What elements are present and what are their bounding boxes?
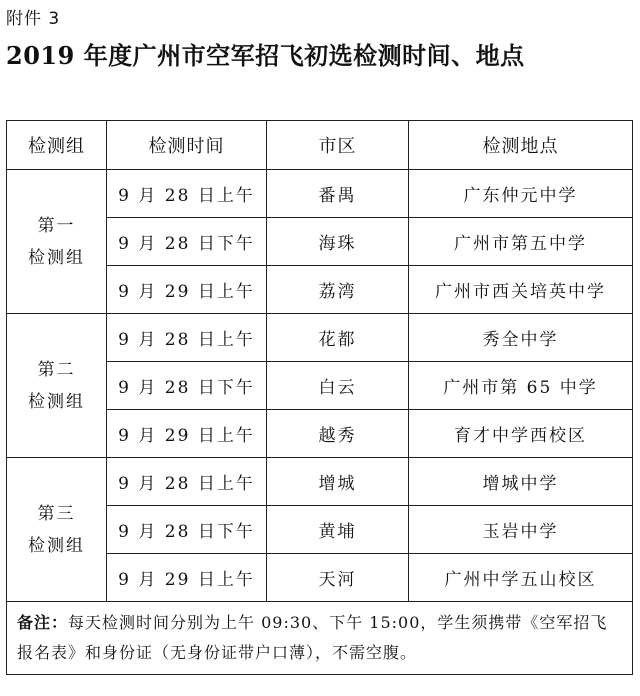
district-cell: 荔湾 [267, 266, 409, 314]
location-cell: 玉岩中学 [409, 506, 633, 554]
district-cell: 黄埔 [267, 506, 409, 554]
group-name-line1: 第二 [37, 359, 76, 380]
location-cell: 秀全中学 [409, 314, 633, 362]
attachment-label: 附件 3 [6, 9, 61, 29]
group-cell-3 [7, 458, 107, 602]
table-row [7, 458, 633, 506]
time-cell: 9 月 28 日上午 [107, 314, 267, 362]
header-location: 检测地点 [409, 121, 633, 170]
note-label: 备注： [17, 613, 69, 632]
location-cell: 增城中学 [409, 458, 633, 506]
group-cell-2 [7, 314, 107, 458]
time-cell: 9 月 28 日上午 [107, 458, 267, 506]
district-cell: 番禺 [267, 170, 409, 218]
group-name-line1: 第一 [37, 215, 76, 236]
location-cell: 育才中学西校区 [409, 410, 633, 458]
group-cell-1 [7, 170, 107, 314]
document-title: 2019 年度广州市空军招飞初选检测时间、地点 [6, 41, 525, 70]
table-header-row [7, 121, 633, 170]
note-row [7, 602, 633, 675]
header-group: 检测组 [7, 121, 107, 170]
location-cell: 广州市第 65 中学 [409, 362, 633, 410]
note-cell [7, 602, 633, 675]
time-cell: 9 月 29 日上午 [107, 554, 267, 602]
note-text: 每天检测时间分别为上午 09:30、下午 15:00，学生须携带《空军招飞报名表》和身份证（无身份证带户口薄），不需空腹。 [17, 613, 608, 662]
location-cell: 广州市第五中学 [409, 218, 633, 266]
time-cell: 9 月 28 日下午 [107, 506, 267, 554]
time-cell: 9 月 28 日上午 [107, 170, 267, 218]
district-cell: 天河 [267, 554, 409, 602]
schedule-table [6, 120, 633, 675]
table-row [7, 314, 633, 362]
time-cell: 9 月 28 日下午 [107, 218, 267, 266]
group-name-line2: 检测组 [28, 247, 85, 268]
header-time: 检测时间 [107, 121, 267, 170]
header-district: 市区 [267, 121, 409, 170]
group-name-line1: 第三 [37, 503, 76, 524]
district-cell: 海珠 [267, 218, 409, 266]
table-row [7, 170, 633, 218]
district-cell: 越秀 [267, 410, 409, 458]
time-cell: 9 月 29 日上午 [107, 410, 267, 458]
time-cell: 9 月 29 日上午 [107, 266, 267, 314]
location-cell: 广州中学五山校区 [409, 554, 633, 602]
time-cell: 9 月 28 日下午 [107, 362, 267, 410]
group-name-line2: 检测组 [28, 535, 85, 556]
district-cell: 增城 [267, 458, 409, 506]
location-cell: 广州市西关培英中学 [409, 266, 633, 314]
district-cell: 花都 [267, 314, 409, 362]
group-name-line2: 检测组 [28, 391, 85, 412]
district-cell: 白云 [267, 362, 409, 410]
location-cell: 广东仲元中学 [409, 170, 633, 218]
